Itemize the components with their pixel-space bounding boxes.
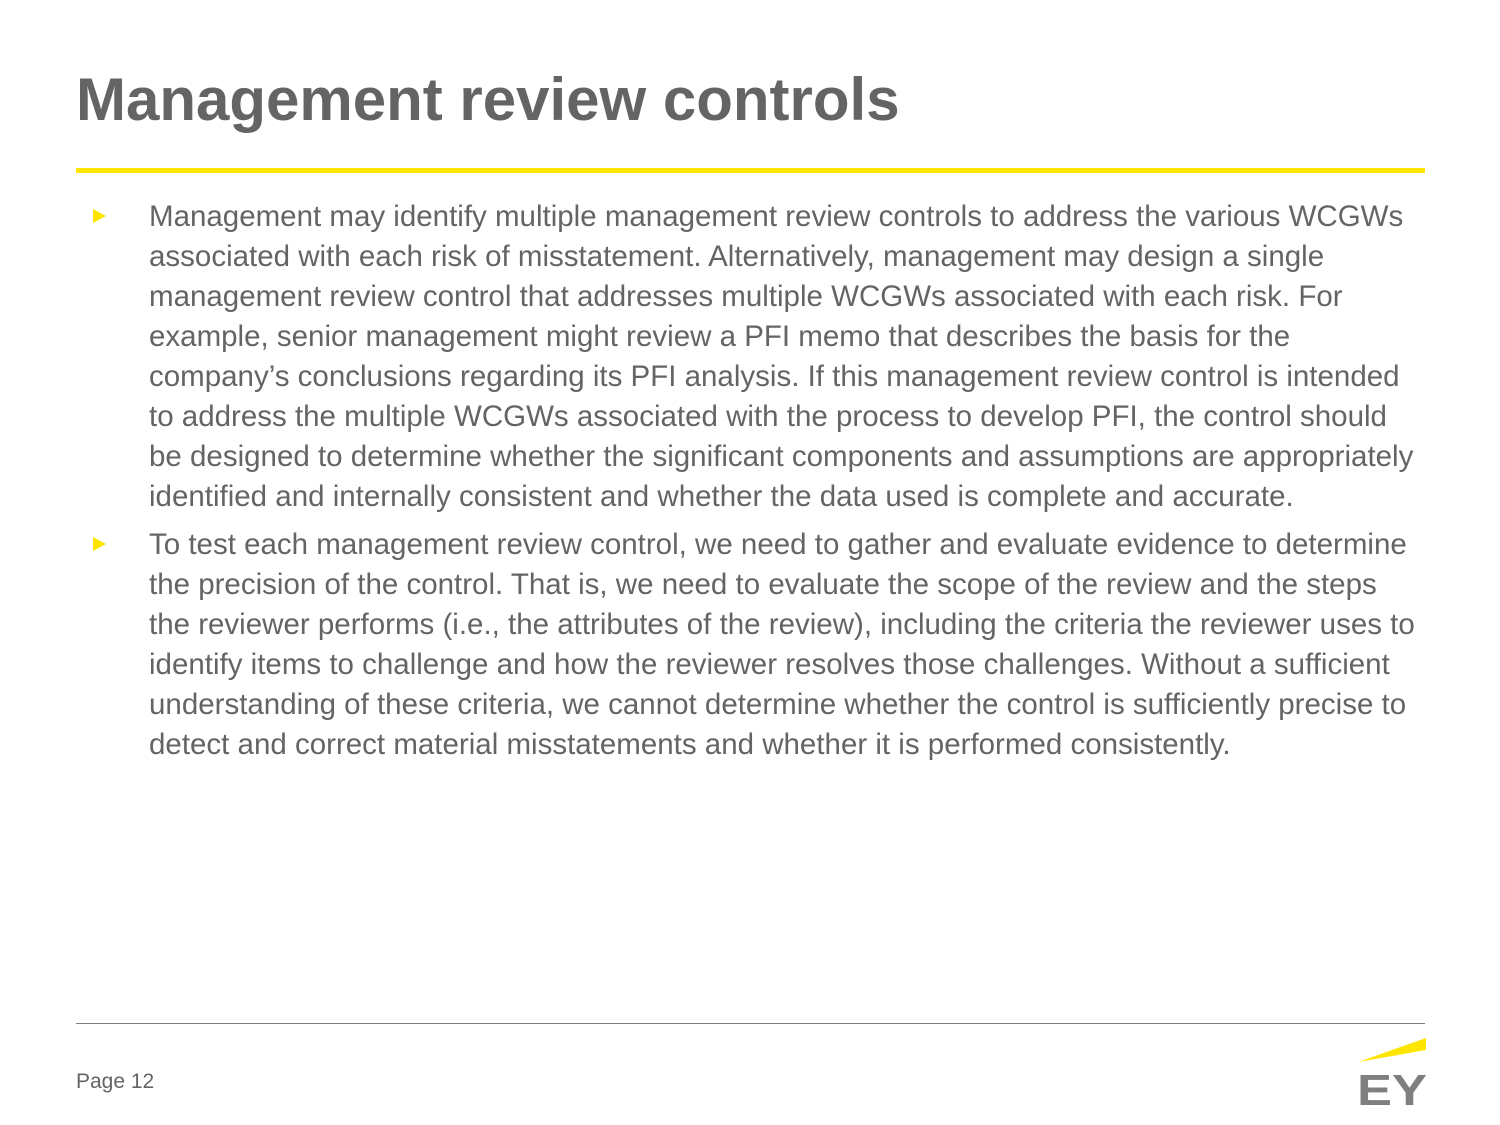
ey-logo-beam: [1358, 1038, 1426, 1062]
ey-logo: [1356, 1036, 1428, 1108]
bullet-item: [76, 525, 1416, 765]
ey-logo-text: EY: [1357, 1066, 1427, 1108]
triangle-right-icon: [93, 537, 106, 551]
bullet-item: [76, 197, 1416, 517]
slide-title: Management review controls: [76, 66, 900, 133]
bullet-text: To test each management review control, we need to gather and evaluate evidence to determine the precision of the control. That is, we need to evaluate the scope of the review and the steps the reviewer performs (i.e., the attributes of the review), including the criteria the reviewer uses to identify items to challenge and how the reviewer resolves those challenges. Without a sufficient understanding of these criteria, we cannot determine whether the control is sufficiently precise to detect and correct material misstatements and whether it is performed consistently.: [149, 528, 1415, 761]
bullet-list: [76, 197, 1416, 773]
bullet-text: Management may identify multiple management review controls to address the various WCGWs associated with each risk of misstatement. Alternatively, management may design a single management review control that addresses multiple WCGWs associated with each risk. For example, senior management might review a PFI memo that describes the basis for the company’s conclusions regarding its PFI analysis. If this management review control is intended to address the multiple WCGWs associated with the process to develop PFI, the control should be designed to determine whether the significant components and assumptions are appropriately identified and internally consistent and whether the data used is complete and accurate.: [149, 200, 1414, 513]
title-underline: [76, 168, 1425, 173]
page-number: Page 12: [76, 1070, 155, 1093]
triangle-right-icon: [93, 209, 106, 223]
footer-divider: [76, 1023, 1425, 1024]
